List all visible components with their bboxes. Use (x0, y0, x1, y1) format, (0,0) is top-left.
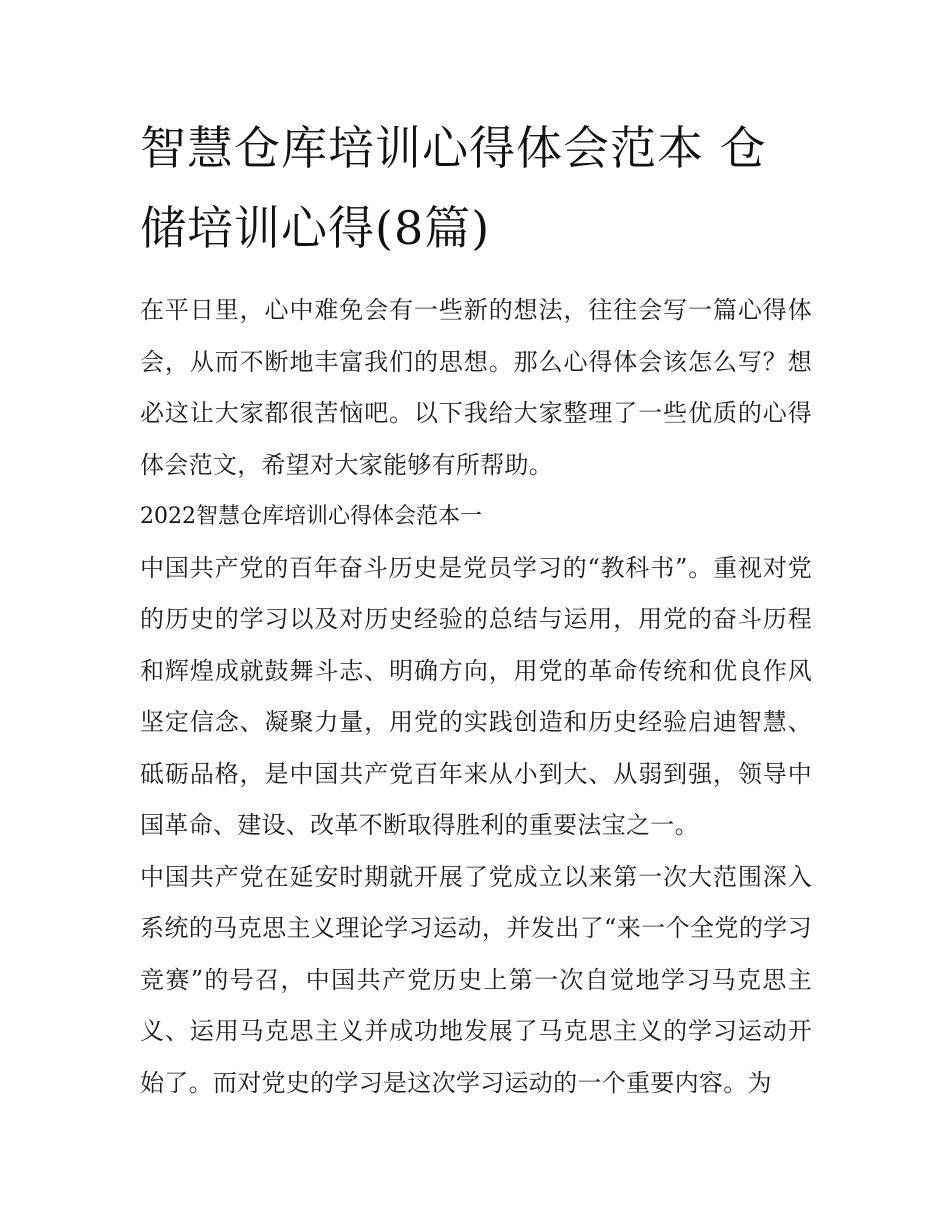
document-body (140, 108, 812, 1109)
body-paragraph-1: 中国共产党的百年奋斗历史是党员学习的“教科书”。重视对党的历史的学习以及对历史经验的总结与运用，用党的奋斗历程和辉煌成就鼓舞斗志、明确方向，用党的革命传统和优良作风坚定信念、凝聚力量，用党的实践创造和历史经验启迪智慧、砥砺品格，是中国共产党百年来从小到大、从弱到强，领导中国革命、建设、改革不断取得胜利的重要法宝之一。 (140, 553, 812, 839)
section-heading: 2022智慧仓库培训心得体会范本一 (140, 504, 482, 529)
document-title: 智慧仓库培训心得体会范本 仓储培训心得(8篇) (140, 121, 767, 255)
body-paragraph-2: 中国共产党在延安时期就开展了党成立以来第一次大范围深入系统的马克思主义理论学习运动，并发出了“来一个全党的学习竞赛”的号召，中国共产党历史上第一次自觉地学习马克思主义、运用马克思主义并成功地发展了马克思主义的学习运动开始了。而对党史的学习是这次学习运动的一个重要内容。为 (140, 862, 812, 1097)
intro-paragraph: 在平日里，心中难免会有一些新的想法，往往会写一篇心得体会，从而不断地丰富我们的思想。那么心得体会该怎么写？想必这让大家都很苦恼吧。以下我给大家整理了一些优质的心得体会范文，希望对大家能够有所帮助。 (140, 296, 812, 479)
